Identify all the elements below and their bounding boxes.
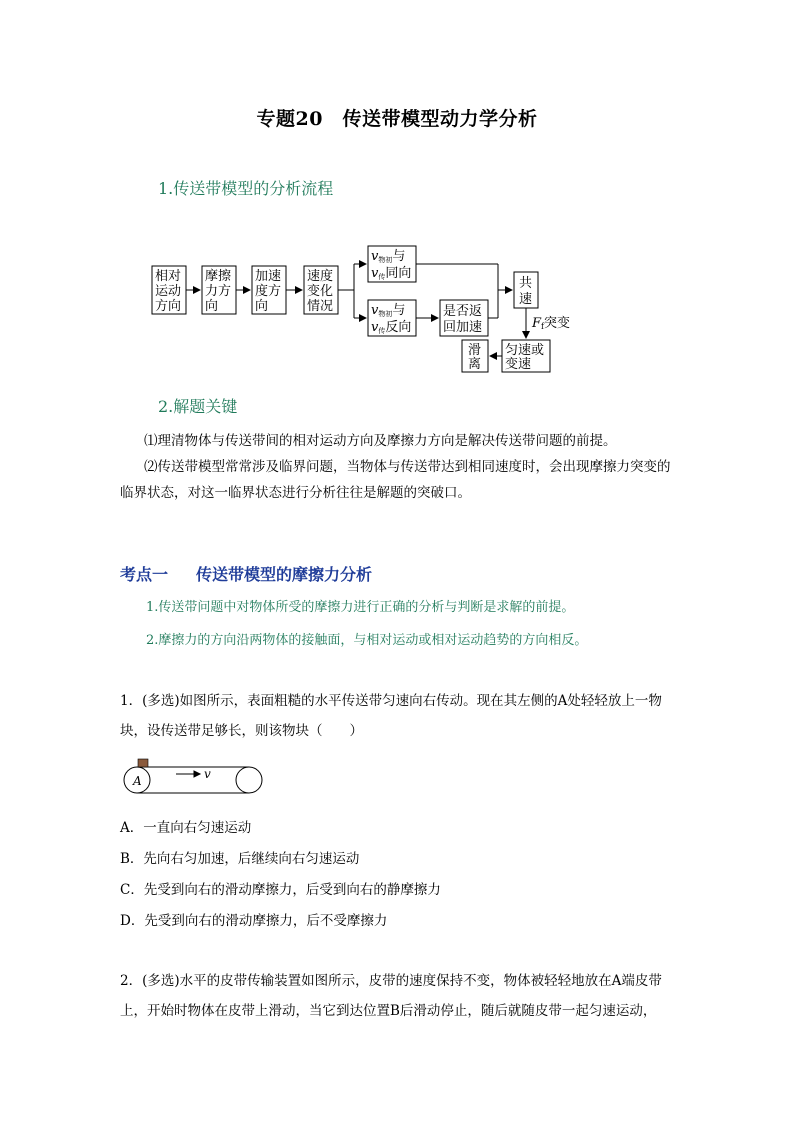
- section2-heading: 2.解题关键: [158, 397, 238, 416]
- question-1-option-c: C．先受到向右的滑动摩擦力，后受到向右的静摩擦力: [120, 882, 441, 898]
- kaodian-line-1: 1.传送带问题中对物体所受的摩擦力进行正确的分析与判断是求解的前提。: [146, 600, 575, 615]
- question-1-option-d: D．先受到向右的滑动摩擦力，后不受摩擦力: [120, 913, 388, 929]
- label-a: A: [133, 774, 142, 788]
- return-line2: 回加速: [443, 320, 483, 335]
- conveyor-belt-figure: [120, 758, 270, 800]
- common-line2: 速: [519, 292, 533, 307]
- friction-sub: f: [541, 322, 544, 331]
- opp-v1-sub: 物初: [378, 310, 393, 318]
- return-line1: 是否返: [443, 304, 483, 319]
- slide-line2: 离: [468, 357, 482, 372]
- opp-tail: 反向: [385, 320, 412, 335]
- opp-v2: v: [371, 320, 379, 335]
- question-2-text: 2．(多选)水平的皮带传输装置如图所示，皮带的速度保持不变，物体被轻轻地放在A端皮带上，开始时物体在皮带上滑动，当它到达位置B后滑动停止，随后就随皮带一起匀速运动，: [120, 973, 662, 1019]
- label-v: v: [204, 767, 211, 781]
- box4-line1: 速度: [307, 269, 334, 284]
- analysis-flowchart: [140, 236, 600, 378]
- kaodian-label: 考点一: [120, 565, 169, 584]
- svg-text:Ff突变: [531, 315, 570, 331]
- uniform-line1: 匀速或: [505, 343, 545, 358]
- kaodian-title: 传送带模型的摩擦力分析: [196, 565, 373, 584]
- question-1-option-b: B．先向右匀加速，后继续向右匀速运动: [120, 851, 360, 867]
- common-line1: 共: [519, 276, 533, 291]
- box2-line2: 力方: [205, 284, 232, 299]
- opp-v1: v: [371, 303, 379, 318]
- same-v1: v: [371, 249, 379, 264]
- box1-line2: 运动: [155, 284, 182, 299]
- box1-line1: 相对: [155, 269, 182, 284]
- question-1-text: 1．(多选)如图所示，表面粗糙的水平传送带匀速向右传动。现在其左侧的A处轻轻放上一物块，设传送带足够长，则该物块（ ）: [120, 693, 662, 739]
- same-mid: 与: [392, 249, 406, 264]
- same-tail: 同向: [385, 266, 412, 281]
- svg-text:v传反向: [371, 320, 411, 335]
- section2-paragraph-1: ⑴理清物体与传送带间的相对运动方向及摩擦力方向是解决传送带问题的前提。: [144, 433, 617, 449]
- slide-line1: 滑: [468, 343, 482, 358]
- box3-line2: 度方: [255, 284, 282, 299]
- svg-text:v物初与: [371, 303, 405, 318]
- box3-line1: 加速: [255, 269, 282, 284]
- box4-line2: 变化: [307, 284, 334, 299]
- svg-text:v传同向: [371, 266, 411, 281]
- box2-line1: 摩擦: [205, 269, 232, 284]
- kaodian-heading: [120, 562, 372, 585]
- opp-v2-sub: 传: [378, 327, 386, 335]
- section2-paragraph-2: ⑵传送带模型常常涉及临界问题，当物体与传送带达到相同速度时，会出现摩擦力突变的临界状态，对这一临界状态进行分析往往是解题的突破口。: [120, 459, 671, 501]
- block-a: [138, 759, 148, 767]
- friction-f: F: [532, 316, 542, 331]
- question-1-option-a: A．一直向右匀速运动: [120, 820, 252, 836]
- section1-heading: 1.传送带模型的分析流程: [158, 179, 334, 198]
- same-v2-sub: 传: [378, 273, 386, 281]
- uniform-line2: 变速: [505, 357, 532, 372]
- box3-line3: 向: [255, 299, 269, 314]
- page-title: 专题20 传送带模型动力学分析: [256, 108, 538, 130]
- box2-line3: 向: [205, 299, 219, 314]
- box4-line3: 情况: [307, 299, 334, 314]
- same-v1-sub: 物初: [378, 256, 393, 264]
- kaodian-line-2: 2.摩擦力的方向沿两物体的接触面，与相对运动或相对运动趋势的方向相反。: [146, 633, 588, 648]
- friction-tail: 突变: [544, 316, 571, 331]
- same-v2: v: [371, 266, 379, 281]
- opp-mid: 与: [392, 303, 406, 318]
- box1-line3: 方向: [155, 299, 182, 314]
- svg-text:v物初与: [371, 249, 405, 264]
